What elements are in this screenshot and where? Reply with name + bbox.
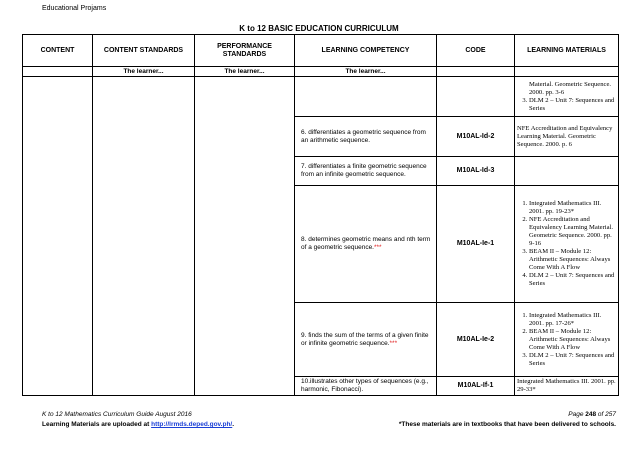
header-code: CODE	[437, 35, 515, 67]
header-learning-materials: LEARNING MATERIALS	[515, 35, 619, 67]
materials-cell: NFE Accreditation and Equivalency Learning Material. Geometric Sequence. 2000. p. 6	[515, 117, 619, 157]
code-cell: M10AL-Id-3	[437, 157, 515, 186]
materials-continuation: Material. Geometric Sequence. 2000. pp. 3-6	[529, 80, 612, 96]
code-cell: M10AL-If-1	[437, 377, 515, 396]
competency-cell	[295, 377, 437, 396]
materials-cell: Integrated Mathematics III. 2001. pp. 29-33*	[515, 377, 619, 396]
table-row	[23, 77, 619, 117]
competency-cell	[295, 157, 437, 186]
list-item: 1. Integrated Mathematics III. 2001. pp. 19-23*	[529, 200, 616, 216]
asterisk-marker: ***	[389, 339, 398, 347]
performance-standards-cell	[195, 77, 295, 396]
code-cell	[437, 77, 515, 117]
competency-text-main: 9. finds the sum of the terms of a given finite or infinite geometric sequence.	[301, 331, 429, 347]
competency-cell	[295, 77, 437, 117]
materials-cell	[515, 157, 619, 186]
competency-text: 10.illustrates other types of sequences (e.g., harmonic, Fibonacci).	[301, 378, 429, 393]
list-item: 3. DLM 2 – Unit 7: Sequences and Series	[529, 97, 616, 113]
competency-text	[297, 332, 434, 348]
materials-cell	[515, 303, 619, 377]
header-performance-standards: PERFORMANCE STANDARDS	[195, 35, 295, 67]
footer-materials-note	[42, 421, 234, 428]
document-source-label: Educational Projams	[42, 5, 107, 12]
list-item: 3. DLM 2 – Unit 7: Sequences and Series	[529, 352, 616, 368]
subheader-materials-empty	[515, 67, 619, 77]
asterisk-marker: ***	[374, 244, 382, 251]
materials-cell	[515, 186, 619, 303]
competency-cell	[295, 186, 437, 303]
content-cell	[23, 77, 93, 396]
page-total: of 257	[596, 411, 616, 418]
code-cell: M10AL-Ie-2	[437, 303, 515, 377]
page-title: K to 12 BASIC EDUCATION CURRICULUM	[239, 24, 399, 33]
list-item: 2. NFE Accreditation and Equivalency Learning Material. Geometric Sequence. 2000. pp. 9-16	[529, 216, 616, 248]
list-item: 1. Integrated Mathematics III. 2001. pp. 17-26*	[529, 312, 616, 328]
materials-cell	[515, 77, 619, 117]
footer-guide-label: K to 12 Mathematics Curriculum Guide August 2016	[42, 411, 192, 418]
code-cell: M10AL-Id-2	[437, 117, 515, 157]
content-standards-cell	[93, 77, 195, 396]
curriculum-table	[22, 34, 619, 396]
list-item: 4. DLM 2 – Unit 7: Sequences and Series	[529, 272, 616, 288]
list-item: 2. BEAM II – Module 12: Arithmetic Sequences: Always Come With A Flow	[529, 328, 616, 352]
competency-text: 6. differentiates a geometric sequence from an arithmetic sequence.	[301, 128, 426, 144]
page-number: 248	[585, 411, 597, 418]
subheader-performance-standards: The learner...	[195, 67, 295, 77]
subheader-code-empty	[437, 67, 515, 77]
header-row	[23, 35, 619, 67]
footer-materials-prefix: Learning Materials are uploaded at	[42, 421, 152, 428]
header-learning-competency: LEARNING COMPETENCY	[295, 35, 437, 67]
competency-cell	[295, 303, 437, 377]
page-indicator	[568, 411, 616, 418]
competency-text-main: 8. determines geometric means and nth term of a geometric sequence.	[301, 236, 431, 251]
subheader-content-standards: The learner...	[93, 67, 195, 77]
code-cell: M10AL-Ie-1	[437, 186, 515, 303]
materials-list	[517, 312, 616, 368]
header-content-standards: CONTENT STANDARDS	[93, 35, 195, 67]
materials-list	[517, 200, 616, 288]
footer-textbook-note: *These materials are in textbooks that have been delivered to schools.	[398, 421, 616, 428]
competency-text	[297, 236, 434, 252]
header-content: CONTENT	[23, 35, 93, 67]
competency-cell	[295, 117, 437, 157]
lrmds-link[interactable]: http://lrmds.deped.gov.ph/	[151, 421, 233, 428]
page-prefix: Page	[568, 411, 586, 418]
footer-materials-suffix: .	[232, 421, 235, 428]
subheader-row	[23, 67, 619, 77]
materials-list	[517, 97, 616, 113]
subheader-learning-competency: The learner...	[295, 67, 437, 77]
list-item: 3. BEAM II – Module 12: Arithmetic Sequences: Always Come With A Flow	[529, 248, 616, 272]
subheader-content-empty	[23, 67, 93, 77]
competency-text: 7. differentiates a finite geometric sequence from an infinite geometric sequence.	[301, 163, 427, 178]
